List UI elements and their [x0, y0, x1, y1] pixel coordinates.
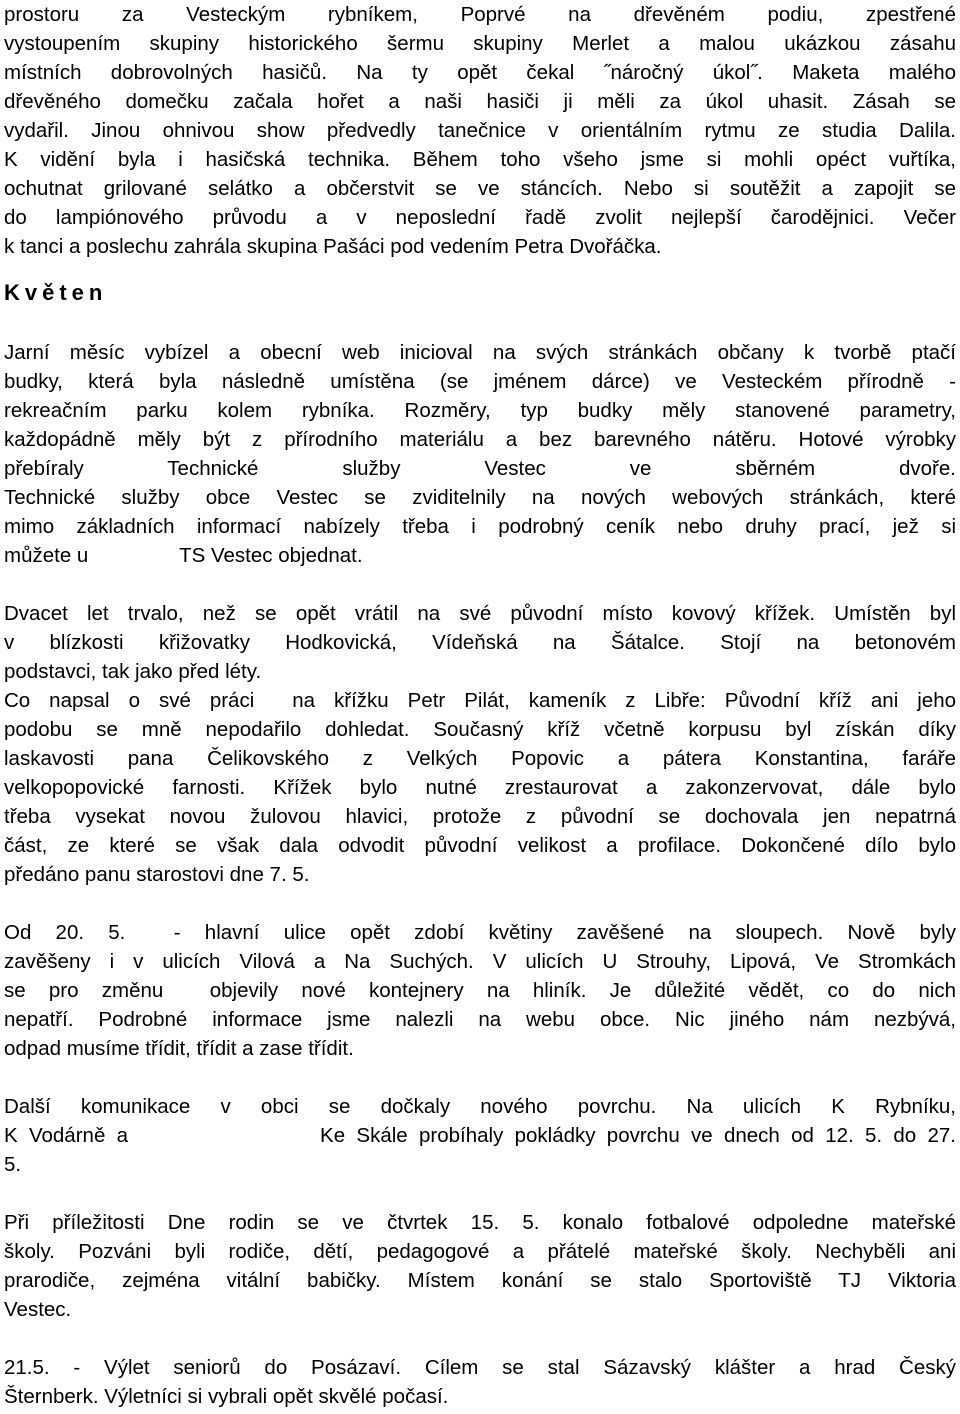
text-line: Vestec.	[4, 1298, 72, 1321]
text-line: v blízkosti křižovatky Hodkovická, Vídeňská na Šátalce. Stojí na betonovém	[4, 631, 956, 654]
text-line: prostoru za Vesteckým rybníkem, Poprvé na dřevěném podiu, zpestřené	[4, 3, 956, 26]
text-line: podobu se mně nepodařilo dohledat. Současný kříž včetně korpusu byl získán díky	[4, 718, 956, 741]
text-line: Při příležitosti Dne rodin se ve čtvrtek 15. 5. konalo fotbalové odpoledne mateřské	[4, 1211, 956, 1234]
text-line: K vidění byla i hasičská technika. Během toho všeho jsme si mohli opéct vuřtíka,	[4, 148, 956, 171]
text-line: mimo základních informací nabízely třeba i podrobný ceník nebo druhy prací, jež si	[4, 515, 956, 538]
paragraph-road-surfaces	[4, 1092, 956, 1179]
paragraph-senior-trip	[4, 1353, 956, 1411]
text-line: můžete u TS Vestec objednat.	[4, 544, 363, 567]
text-line: se pro změnu objevily nové kontejnery na hliník. Je důležité vědět, co do nich	[4, 979, 956, 1002]
text-line: vystoupením skupiny historického šermu skupiny Merlet a malou ukázkou zásahu	[4, 32, 956, 55]
text-line: Technické služby obce Vestec se zviditelnily na nových webových stránkách, které	[4, 486, 956, 509]
text-line: Od 20. 5. - hlavní ulice opět zdobí květiny zavěšené na sloupech. Nově byly	[4, 921, 956, 944]
text-line: školy. Pozváni byli rodiče, dětí, pedagogové a přátelé mateřské školy. Nechyběli ani	[4, 1240, 956, 1263]
paragraph-family-day	[4, 1208, 956, 1324]
section-heading-may: Květen	[4, 280, 108, 305]
text-line: třeba vysekat novou žulovou hlavici, protože z původní se dochovala jen nepatrná	[4, 805, 956, 828]
text-line: rekreačním parku kolem rybníka. Rozměry, typ budky měly stanovené parametry,	[4, 399, 956, 422]
text-line: do lampiónového průvodu a v neposlední řadě zvolit nejlepší čarodějnici. Večer	[4, 206, 956, 229]
text-line: prarodiče, zejména vitální babičky. Místem konání se stalo Sportoviště TJ Viktoria	[4, 1269, 956, 1292]
text-line: Dvacet let trvalo, než se opět vrátil na své původní místo kovový křížek. Umístěn byl	[4, 602, 956, 625]
paragraph-bird-boxes	[4, 338, 956, 570]
document-page	[4, 0, 956, 1411]
text-line: 5.	[4, 1153, 22, 1176]
text-line: odpad musíme třídit, třídit a zase třídit.	[4, 1037, 354, 1060]
text-line: laskavosti pana Čelikovského z Velkých Popovic a pátera Konstantina, faráře	[4, 747, 956, 770]
text-line: předáno panu starostovi dne 7. 5.	[4, 863, 310, 886]
text-line: ochutnat grilované selátko a občerstvit se ve stáncích. Nebo si soutěžit a zapojit se	[4, 177, 956, 200]
text-line: vydařil. Jinou ohnivou show předvedly tanečnice v orientálním rytmu ze studia Dalila.	[4, 119, 956, 142]
text-line: budky, která byla následně umístěna (se jménem dárce) ve Vesteckém přírodně -	[4, 370, 956, 393]
text-line: 21.5. - Výlet seniorů do Posázaví. Cílem se stal Sázavský klášter a hrad Český	[4, 1356, 956, 1379]
text-line: podstavci, tak jako před léty.	[4, 660, 262, 683]
text-line: zavěšeny i v ulicích Vilová a Na Suchých. V ulicích U Strouhy, Lipová, Ve Stromkách	[4, 950, 956, 973]
text-line: nepatří. Podrobné informace jsme nalezli na webu obce. Nic jiného nám nezbývá,	[4, 1008, 956, 1031]
text-line: přebíraly Technické služby Vestec ve sběrném dvoře.	[4, 457, 956, 480]
text-line: Jarní měsíc vybízel a obecní web inicioval na svých stránkách občany k tvorbě ptačí	[4, 341, 956, 364]
text-line: část, ze které se však dala odvodit původní velikost a profilace. Dokončené dílo bylo	[4, 834, 956, 857]
paragraph-fairy-festival	[4, 0, 956, 261]
text-line: K Vodárně a Ke Skále probíhaly pokládky povrchu ve dnech od 12. 5. do 27.	[4, 1124, 956, 1147]
text-line: velkopopovické farnosti. Křížek bylo nutné zrestaurovat a zakonzervovat, dále bylo	[4, 776, 956, 799]
text-line: Další komunikace v obci se dočkaly nového povrchu. Na ulicích K Rybníku,	[4, 1095, 956, 1118]
text-line: místních dobrovolných hasičů. Na ty opět čekal ˝náročný úkol˝. Maketa malého	[4, 61, 956, 84]
text-line: dřevěného domečku začala hořet a naši hasiči ji měli za úkol uhasit. Zásah se	[4, 90, 956, 113]
text-line: Co napsal o své práci na křížku Petr Pilát, kameník z Libře: Původní kříž ani jeho	[4, 689, 956, 712]
text-line: k tanci a poslechu zahrála skupina Pašáci pod vedením Petra Dvořáčka.	[4, 235, 662, 258]
paragraph-flowers-containers	[4, 918, 956, 1063]
text-line: každopádně měly být z přírodního materiálu a bez barevného nátěru. Hotové výrobky	[4, 428, 956, 451]
text-line: Šternberk. Výletníci si vybrali opět skvělé počasí.	[4, 1385, 449, 1408]
paragraph-cross-restoration	[4, 599, 956, 889]
